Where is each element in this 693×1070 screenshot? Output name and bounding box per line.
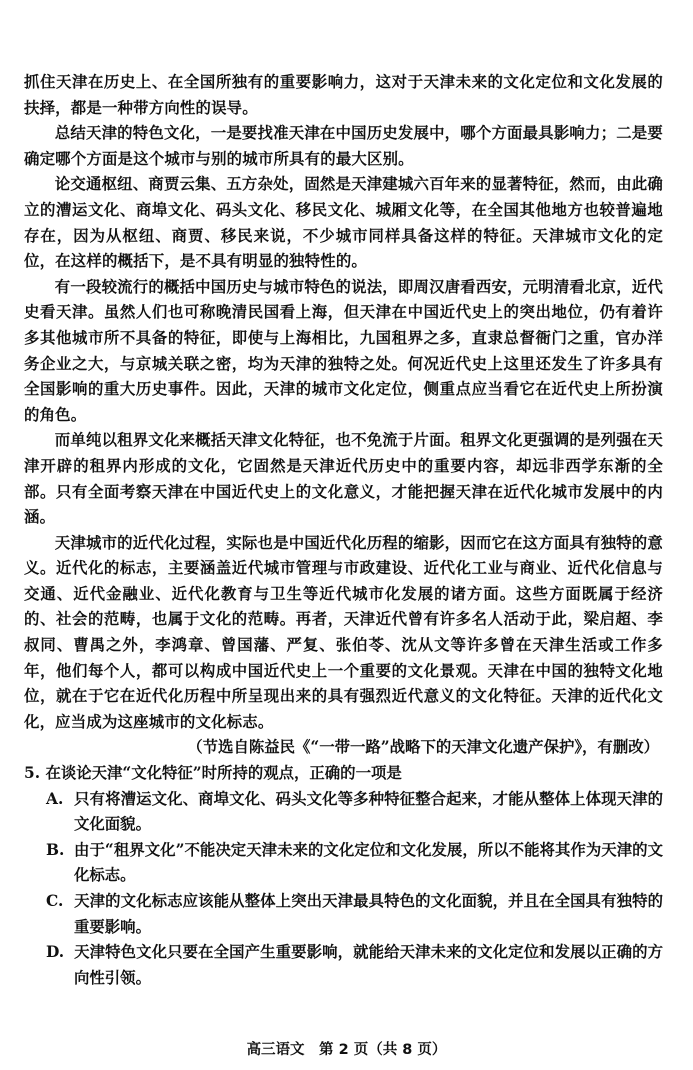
option-letter: B. xyxy=(46,840,65,859)
question-stem xyxy=(24,761,663,787)
option-a xyxy=(24,787,663,838)
option-letter: C. xyxy=(46,892,64,910)
option-c xyxy=(24,889,663,940)
option-text: 只有将漕运文化、商埠文化、码头文化等多种特征整合起来，才能从整体上体现天津的文化面貌。 xyxy=(74,789,663,834)
question-text: 在谈论天津“文化特征”时所持的观点，正确的一项是 xyxy=(45,764,402,783)
option-d xyxy=(24,940,663,991)
paragraph-1: 抓住天津在历史上、在全国所独有的重要影响力，这对于天津未来的文化定位和文化发展的扶择，都是一种带方向性的误导。 xyxy=(24,73,663,117)
paragraph-2: 总结天津的特色文化，一是要找准天津在中国历史发展中，哪个方面最具影响力；二是要确定哪个方面是这个城市与别的城市所具有的最大区别。 xyxy=(24,124,663,168)
source-citation: （节选自陈益民《“一带一路”战略下的天津文化遗产保护》，有删改） xyxy=(187,738,659,757)
option-text: 由于“租界文化”不能决定天津未来的文化定位和文化发展，所以不能将其作为天津的文化标志。 xyxy=(74,840,663,885)
page-footer: 高三语文 第 2 页（共 8 页） xyxy=(246,1042,447,1058)
passage xyxy=(24,70,663,735)
option-text: 天津特色文化只要在全国产生重要影响，就能给天津未来的文化定位和发展以正确的方向性引领。 xyxy=(74,943,663,987)
paragraph-3: 论交通枢纽、商贾云集、五方杂处，固然是天津建城六百年来的显著特征，然而，由此确立的漕运文化、商埠文化、码头文化、移民文化、城厢文化等，在全国其他地方也较普遍地存在，因为从枢纽、商贾、移民来说，不少城市同样具备这样的特征。天津城市文化的定位，在这样的概括下，是不具有明显的独特性的。 xyxy=(24,175,663,271)
option-letter: A. xyxy=(46,789,64,808)
paragraph-5: 而单纯以租界文化来概括天津文化特征，也不免流于片面。租界文化更强调的是列强在天津开辟的租界内形成的文化，它固然是天津近代历史中的重要内容，却远非西学东渐的全部。只有全面考察天津在中国近代史上的文化意义，才能把握天津在近代化城市发展中的内涵。 xyxy=(24,431,663,527)
option-b xyxy=(24,838,663,889)
option-text: 天津的文化标志应该能从整体上突出天津最具特色的文化面貌，并且在全国具有独特的重要影响。 xyxy=(74,892,663,936)
paragraph-4: 有一段较流行的概括中国历史与城市特色的说法，即周汉唐看西安，元明清看北京，近代史看天津。虽然人们也可称晚清民国看上海，但天津在中国近代史上的突出地位，仍有着许多其他城市所不具备的特征，即使与上海相比，九国租界之多，直隶总督衙门之重，官办洋务企业之大，与京城关联之密，均为天津的独特之处。何况近代史上这里还发生了许多具有全国影响的重大历史事件。因此，天津的城市文化定位，侧重点应当看它在近代史上所扮演的角色。 xyxy=(24,277,663,424)
question-5 xyxy=(24,761,663,991)
paragraph-6: 天津城市的近代化过程，实际也是中国近代化历程的缩影，因而它在这方面具有独特的意义。近代化的标志，主要涵盖近代城市管理与市政建设、近代化工业与商业、近代化信息与交通、近代金融业、近代化教育与卫生等近代城市化发展的诸方面。这些方面既属于经济的、社会的范畴，也属于文化的范畴。再者，天津近代曾有许多名人活动于此，梁启超、李叔同、曹禺之外，李鸿章、曾国藩、严复、张伯苓、沈从文等许多曾在天津生活或工作多年，他们每个人，都可以构成中国近代史上一个重要的文化景观。天津在中国的独特文化地位，就在于它在近代化历程中所呈现出来的具有强烈近代意义的文化特征。天津的近代化文化，应当成为这座城市的文化标志。 xyxy=(24,533,663,731)
question-number: 5. xyxy=(24,764,41,783)
option-letter: D. xyxy=(46,943,65,962)
